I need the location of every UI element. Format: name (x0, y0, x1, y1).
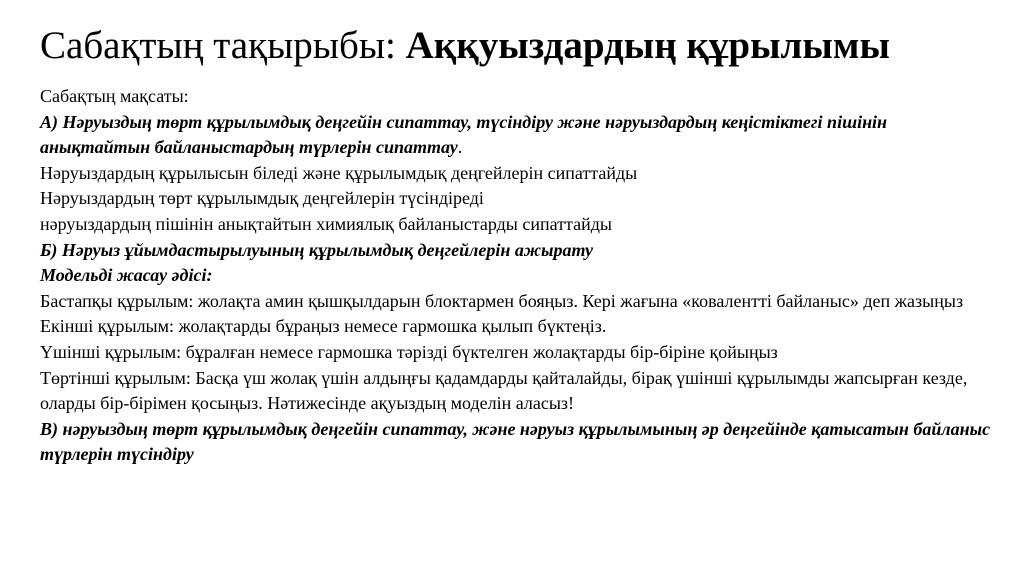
section-b-heading: Б) Нәруыз ұйымдастырылуының құрылымдық деңгейлерін ажырату (40, 239, 594, 260)
method-step-4: Төртінші құрылым: Басқа үш жолақ үшін алдыңғы қадамдарды қайталайды, бірақ үшінші құрылымды жапсырған кезде, оларды бір-бірімен қосыңыз. Нәтижесінде ақуыздың моделін аласыз! (40, 367, 968, 414)
section-a-heading-line (40, 110, 1000, 161)
section-a-item-3: нәруыздардың пішінін анықтайтын химиялық байланыстарды сипаттайды (40, 213, 613, 234)
section-a-heading: А) Нәруыздың төрт құрылымдық деңгейін сипаттау, түсіндіру және нәруыздардың кеңістіктегі пішінін анықтайтын байланыстардың түрлерін сипаттау (40, 111, 888, 158)
section-a-item-1: Нәруыздардың құрылысын біледі және құрылымдық деңгейлерін сипаттайды (40, 162, 638, 183)
method-heading: Модельді жасау әдісі: (40, 265, 213, 286)
title-prefix: Сабақтың тақырыбы: (40, 24, 406, 67)
section-a-heading-end: . (457, 137, 463, 158)
method-step-1: Бастапқы құрылым: жолақта амин қышқылдарын блоктармен бояңыз. Кері жағына «коваленттi байланыс» деп жазыңыз (40, 290, 964, 311)
method-step-2: Екінші құрылым: жолақтарды бұраңыз немесе гармошка қылып бүктеңіз. (40, 316, 607, 337)
slide-body (40, 84, 1000, 468)
method-step-3: Үшінші құрылым: бұралған немесе гармошка тәрізді бүктелген жолақтарды бір-біріне қойыңыз (40, 341, 778, 362)
section-c-heading: В) нәруыздың төрт құрылымдық деңгейін сипаттау, және нәруыз құрылымының әр деңгейінде қатысатын байланыс түрлерін түсіндіру (40, 418, 991, 465)
title-topic: Аққуыздардың құрылымы (405, 24, 890, 67)
slide-title (40, 20, 1000, 72)
section-a-item-2: Нәруыздардың төрт құрылымдық деңгейлерін түсіндіреді (40, 188, 484, 209)
objectives-label: Сабақтың мақсаты: (40, 86, 189, 106)
